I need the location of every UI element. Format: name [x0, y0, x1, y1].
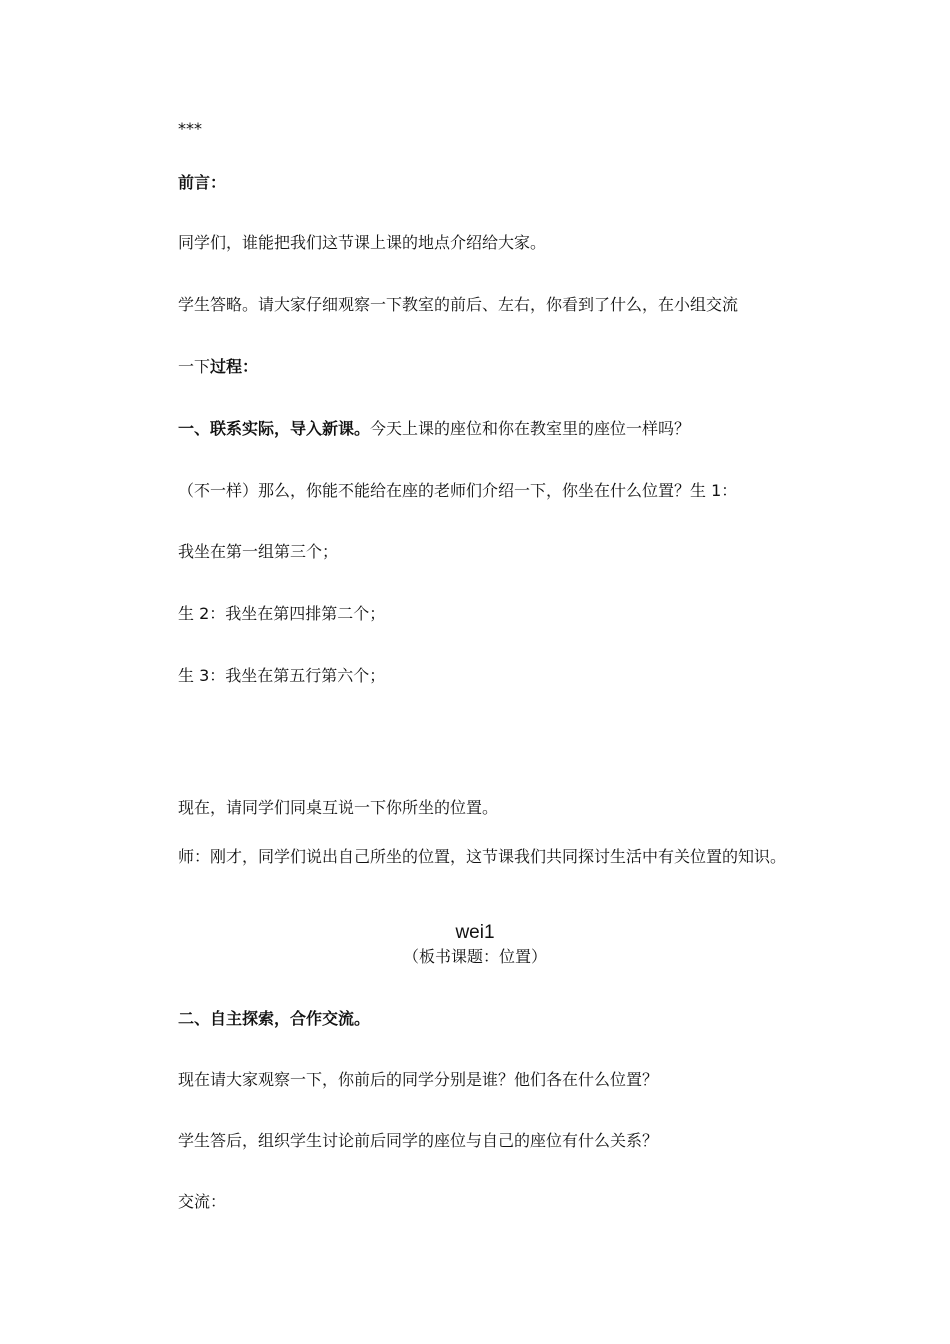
paragraph-process	[178, 356, 258, 378]
section1-heading: 一、联系实际，导入新课。	[178, 419, 371, 438]
paragraph-teacher: 师：刚才，同学们说出自己所坐的位置，这节课我们共同探讨生活中有关位置的知识。	[178, 847, 787, 866]
preface-heading: 前言：	[178, 173, 227, 192]
separator-stars: ***	[178, 119, 202, 138]
paragraph-discuss: 学生答后，组织学生讨论前后同学的座位与自己的座位有什么关系？	[178, 1131, 659, 1150]
board-title: （板书课题：位置）	[402, 947, 547, 966]
paragraph-observe: 现在请大家观察一下，你前后的同学分别是谁？他们各在什么位置？	[178, 1070, 659, 1089]
process-heading: 过程：	[210, 357, 259, 376]
process-prefix: 一下	[178, 357, 211, 376]
paragraph-not-same: （不一样）那么，你能不能给在座的老师们介绍一下，你坐在什么位置？生 1：	[178, 481, 738, 500]
paragraph-desk-mates: 现在，请同学们同桌互说一下你所坐的位置。	[178, 798, 499, 817]
paragraph-answer-2: 生 2：我坐在第四排第二个；	[178, 604, 386, 623]
paragraph-intro: 同学们，谁能把我们这节课上课的地点介绍给大家。	[178, 233, 547, 252]
paragraph-exchange: 交流：	[178, 1192, 227, 1211]
paragraph-answer-3: 生 3：我坐在第五行第六个；	[178, 666, 386, 685]
pinyin-annotation: wei1	[455, 922, 495, 943]
paragraph-student-answer: 学生答略。请大家仔细观察一下教室的前后、左右，你看到了什么，在小组交流	[178, 295, 739, 314]
section1-line	[178, 418, 690, 440]
paragraph-answer-1: 我坐在第一组第三个；	[178, 542, 339, 561]
section2-heading: 二、自主探索，合作交流。	[178, 1009, 371, 1028]
section1-text: 今天上课的座位和你在教室里的座位一样吗？	[370, 419, 691, 438]
